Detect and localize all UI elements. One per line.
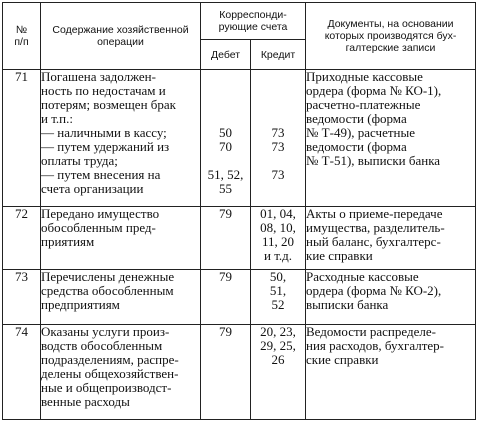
row-number: 74 <box>3 325 41 420</box>
credit-account: 01, 04, 08, 10, 11, 20 и т.д. <box>251 207 306 270</box>
row-number: 73 <box>3 270 41 325</box>
source-documents: Акты о приеме-передаче имущества, разделитель- ный баланс, бухгалтерс- кие справки <box>306 207 476 270</box>
debit-account: 50 70 51, 52, 55 <box>201 70 251 207</box>
source-documents: Расходные кассовые ордера (форма № КО-2), выписки банка <box>306 270 476 325</box>
row-number: 71 <box>3 70 41 207</box>
debit-account: 79 <box>201 325 251 420</box>
table-row <box>3 325 476 420</box>
credit-account: 50, 51, 52 <box>251 270 306 325</box>
operation-content: Перечислены денежные средства обособленным предприятиям <box>41 270 201 325</box>
credit-account: 20, 23, 29, 25, 26 <box>251 325 306 420</box>
table-row <box>3 207 476 270</box>
source-documents: Ведомости распределе- ния расходов, бухгалтер- ские справки <box>306 325 476 420</box>
operation-content: Погашена задолжен- ность по недостачам и потерям; возмещен брак и т.п.: — наличными в кассу; — путем удержаний из оплаты труда; — путем внесения на счета организации <box>41 70 201 207</box>
table-row <box>3 270 476 325</box>
header-credit: Кредит <box>251 40 306 70</box>
header-debit: Дебет <box>201 40 251 70</box>
header-num: № п/п <box>3 3 41 70</box>
operation-content: Передано имущество обособленным пред- приятиям <box>41 207 201 270</box>
operations-table <box>2 2 476 420</box>
header-content: Содержание хозяйственной операции <box>41 3 201 70</box>
debit-account: 79 <box>201 270 251 325</box>
operation-content: Оказаны услуги произ- водств обособленным подразделениям, распре- делены общехозяйствен- ные и общепроизводст- венные расходы <box>41 325 201 420</box>
credit-account: 73 73 73 <box>251 70 306 207</box>
header-accounts: Корреспонди- рующие счета <box>201 3 306 40</box>
debit-account: 79 <box>201 207 251 270</box>
table-row <box>3 70 476 207</box>
header-docs: Документы, на основании которых производятся бух- галтерские записи <box>306 3 476 70</box>
source-documents: Приходные кассовые ордера (форма № КО-1), расчетно-платежные ведомости (форма № Т-49), расчетные ведомости (форма № Т-51), выписки банка <box>306 70 476 207</box>
row-number: 72 <box>3 207 41 270</box>
